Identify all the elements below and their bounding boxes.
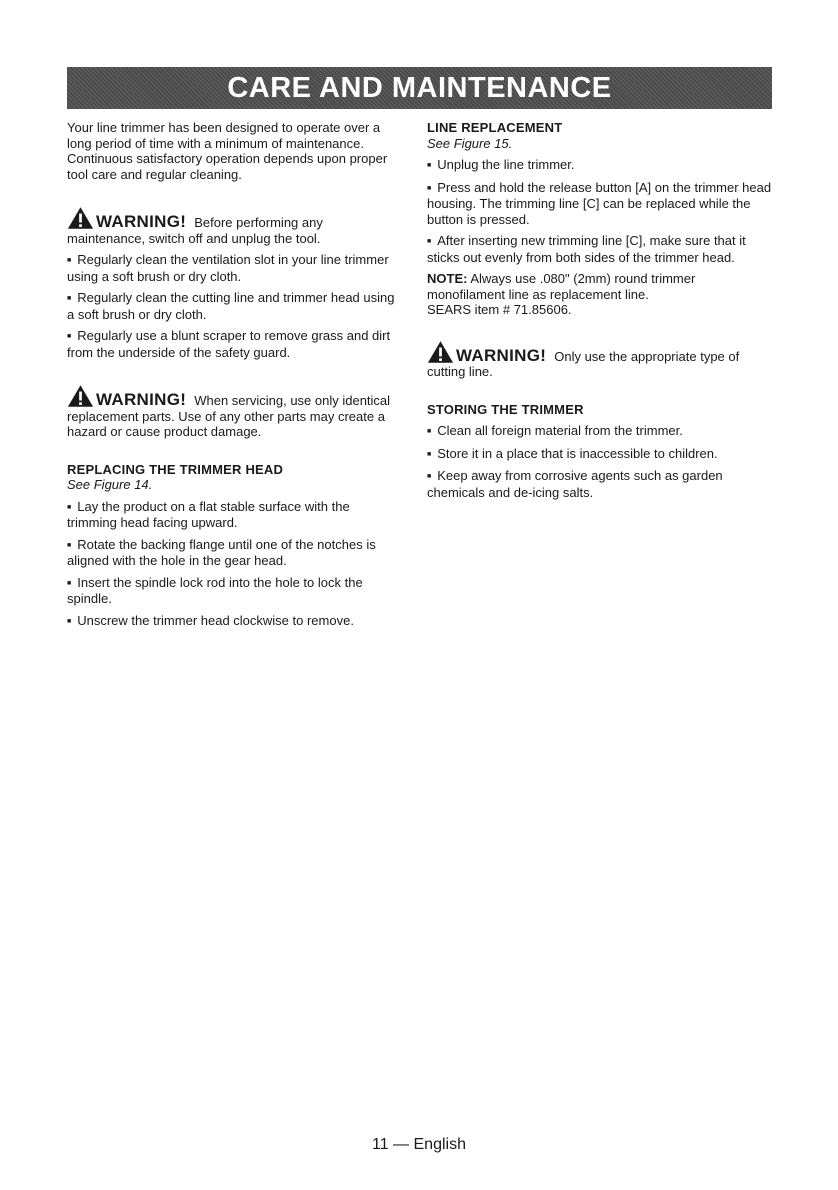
warning-triangle-icon: [67, 384, 94, 408]
warning-block-1: [67, 206, 403, 246]
page-footer: 11 — English: [372, 1136, 466, 1153]
list-item: ■ Unplug the line trimmer.: [427, 157, 773, 174]
warning-triangle-icon: [67, 206, 94, 230]
figure-reference: See Figure 14.: [67, 477, 153, 492]
list-item: ■ After inserting new trimming line [C], make sure that it sticks out evenly from both sides of the trimmer head.: [427, 233, 773, 265]
intro-paragraph: Your line trimmer has been designed to operate over a long period of time with a minimum of maintenance. Continuous satisfactory operation depends upon proper tool care and regular cleaning.: [67, 120, 388, 182]
right-column: [427, 120, 773, 506]
warning-label: WARNING!: [456, 345, 547, 365]
note-paragraph: [427, 271, 773, 302]
list-item: ■ Keep away from corrosive agents such as garden chemicals and de-icing salts.: [427, 468, 773, 500]
figure-reference: See Figure 15.: [427, 135, 513, 151]
section-heading-line-replacement: LINE REPLACEMENT: [427, 120, 563, 135]
section-heading-replacing-head: REPLACING THE TRIMMER HEAD: [67, 461, 284, 477]
warning-text: Only use the appropriate type of cutting line.: [427, 348, 740, 379]
page-title: CARE AND MAINTENANCE: [227, 71, 612, 104]
list-item: ■ Clean all foreign material from the trimmer.: [427, 423, 773, 440]
warning-block-2: [67, 384, 403, 440]
warning-text: When servicing, use only identical replacement parts. Use of any other parts may create a hazard or cause product damage.: [67, 393, 391, 439]
list-item: ■ Insert the spindle lock rod into the hole to lock the spindle.: [67, 575, 403, 607]
warning-label: WARNING!: [96, 390, 187, 409]
list-item: ■ Store it in a place that is inaccessible to children.: [427, 446, 773, 463]
sears-item-number: SEARS item # 71.85606.: [427, 302, 572, 317]
title-banner: [67, 67, 772, 109]
note-text: Always use .080" (2mm) round trimmer monofilament line as replacement line.: [427, 271, 696, 302]
warning-label: WARNING!: [96, 212, 187, 231]
list-item: ■ Regularly use a blunt scraper to remove grass and dirt from the underside of the safety guard.: [67, 328, 403, 360]
note-label: NOTE:: [427, 271, 468, 286]
section-heading-storing: STORING THE TRIMMER: [427, 401, 584, 417]
warning-triangle-icon: [427, 340, 454, 364]
warning-block-3: [427, 340, 773, 380]
list-item: ■ Regularly clean the cutting line and trimmer head using a soft brush or dry cloth.: [67, 290, 403, 322]
list-item: ■ Lay the product on a flat stable surface with the trimming head facing upward.: [67, 499, 403, 531]
list-item: ■ Regularly clean the ventilation slot in your line trimmer using a soft brush or dry cloth.: [67, 252, 403, 284]
list-item: ■ Press and hold the release button [A] on the trimmer head housing. The trimming line [C] can be replaced while the button is pressed.: [427, 180, 773, 228]
list-item: ■ Unscrew the trimmer head clockwise to remove.: [67, 613, 403, 630]
list-item: ■ Rotate the backing flange until one of the notches is aligned with the hole in the gear head.: [67, 537, 403, 569]
left-column: [67, 120, 403, 635]
warning-text: Before performing any maintenance, switch off and unplug the tool.: [67, 215, 323, 246]
